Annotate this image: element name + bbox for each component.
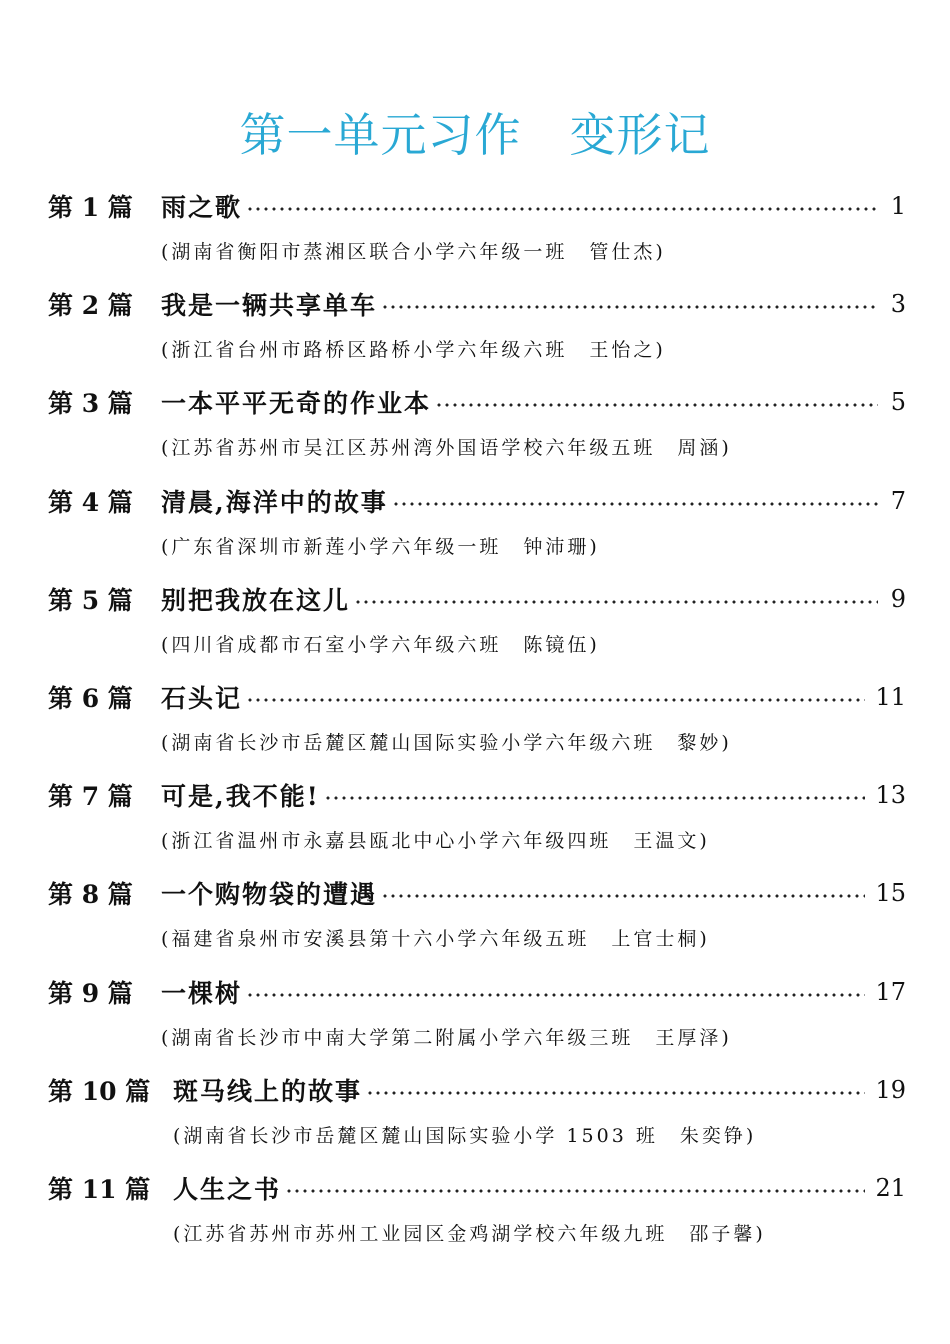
entry-page-number: 21 [875,1173,906,1202]
entry-number: 第 8 篇 [48,880,133,910]
entry-title[interactable]: 可是,我不能! [161,782,320,812]
dot-leader [435,402,878,408]
entry-page-number: 17 [875,977,906,1006]
entry-school: (湖南省衡阳市蒸湘区联合小学六年级一班 [161,241,568,263]
entry-school: (福建省泉州市安溪县第十六小学六年级五班 [161,928,590,951]
entry-author-info [161,823,710,859]
entry-title[interactable]: 石头记 [161,683,243,713]
entry-author: 管仕杰) [589,241,666,263]
entry-author: 王怡之) [589,339,666,362]
entry-author-info [161,234,666,270]
entry-author: 上官士桐) [611,928,710,951]
entry-title[interactable]: 一个购物袋的遭遇 [161,880,378,910]
entry-number: 第 4 篇 [48,487,133,517]
dot-leader [392,501,878,507]
entry-author: 邵子馨) [689,1222,766,1245]
toc-entry[interactable] [48,771,906,869]
dot-leader [324,795,866,801]
entry-page-number: 5 [890,388,906,417]
entry-page-number: 11 [875,682,906,711]
entry-page-number: 13 [875,781,906,810]
entry-title[interactable]: 斑马线上的故事 [173,1076,363,1106]
toc-entry[interactable] [48,575,906,673]
entry-school: (四川省成都市石室小学六年级六班 [161,633,502,656]
entry-title[interactable]: 一棵树 [161,978,243,1008]
entry-school: (广东省深圳市新莲小学六年级一班 [161,535,502,558]
dot-leader [366,1090,865,1096]
entry-number: 第 9 篇 [48,978,133,1008]
entry-author-info [161,529,600,565]
entry-author-info [161,430,732,466]
entry-school: (江苏省苏州市苏州工业园区金鸡湖学校六年级九班 [173,1222,668,1245]
page-title [0,100,950,170]
page-title-unit: 第一单元习作 [239,108,522,162]
entry-author: 钟沛珊) [523,535,600,558]
entry-title[interactable]: 雨之歌 [161,193,243,222]
entry-number: 第 10 篇 [48,1076,151,1106]
entry-author: 陈镜伍) [523,633,600,656]
entry-page-number: 7 [890,486,906,515]
entry-number: 第 3 篇 [48,389,133,419]
entry-author-info [161,332,666,368]
entry-title[interactable]: 我是一辆共享单车 [161,291,378,321]
entry-page-number: 1 [890,192,906,220]
entry-school: (浙江省温州市永嘉县瓯北中心小学六年级四班 [161,830,612,853]
entry-author-info [173,1216,766,1252]
dot-leader [285,1188,865,1194]
entry-number: 第 2 篇 [48,291,133,321]
dot-leader [246,697,865,703]
entry-author: 周涵) [677,437,732,460]
entry-title[interactable]: 人生之书 [173,1174,282,1204]
toc-entry[interactable] [48,378,906,476]
entry-title[interactable]: 别把我放在这儿 [161,585,351,615]
entry-school: (湖南省长沙市岳麓区麓山国际实验小学六年级六班 [161,731,656,754]
dot-leader [354,599,878,605]
entry-author-info [161,1020,732,1056]
entry-number: 第 5 篇 [48,585,133,615]
dot-leader [246,206,878,212]
entry-author-info [173,1118,756,1154]
entry-school: (湖南省长沙市岳麓区麓山国际实验小学 1503 班 [173,1124,658,1147]
toc-entry[interactable] [48,1164,906,1262]
entry-page-number: 19 [875,1075,906,1104]
dot-leader [381,893,865,899]
entry-author: 朱奕铮) [679,1124,757,1147]
entry-author-info [161,627,600,663]
entry-author: 王温文) [633,830,710,853]
toc-entry[interactable] [48,869,906,967]
entry-school: (江苏省苏州市吴江区苏州湾外国语学校六年级五班 [161,437,656,460]
table-of-contents [48,182,906,1262]
entry-page-number: 3 [890,290,906,319]
entry-author-info [161,921,710,957]
dot-leader [246,992,865,998]
entry-author: 王厚泽) [655,1026,732,1049]
toc-entry[interactable] [48,182,906,280]
page-title-theme: 变形记 [569,108,711,162]
entry-title[interactable]: 一本平平无奇的作业本 [161,389,432,419]
toc-entry[interactable] [48,673,906,771]
entry-page-number: 15 [875,879,906,908]
entry-number: 第 7 篇 [48,782,133,812]
dot-leader [381,304,878,310]
entry-title[interactable]: 清晨,海洋中的故事 [161,487,388,517]
entry-author-info [161,725,732,761]
toc-entry[interactable] [48,280,906,378]
entry-number: 第 6 篇 [48,683,133,713]
toc-entry[interactable] [48,968,906,1066]
entry-school: (湖南省长沙市中南大学第二附属小学六年级三班 [161,1026,634,1049]
entry-page-number: 9 [890,584,906,613]
entry-number: 第 11 篇 [48,1174,151,1204]
toc-entry[interactable] [48,1066,906,1164]
entry-number: 第 1 篇 [48,193,133,222]
toc-entry[interactable] [48,477,906,575]
entry-school: (浙江省台州市路桥区路桥小学六年级六班 [161,339,568,362]
entry-author: 黎妙) [677,731,732,754]
